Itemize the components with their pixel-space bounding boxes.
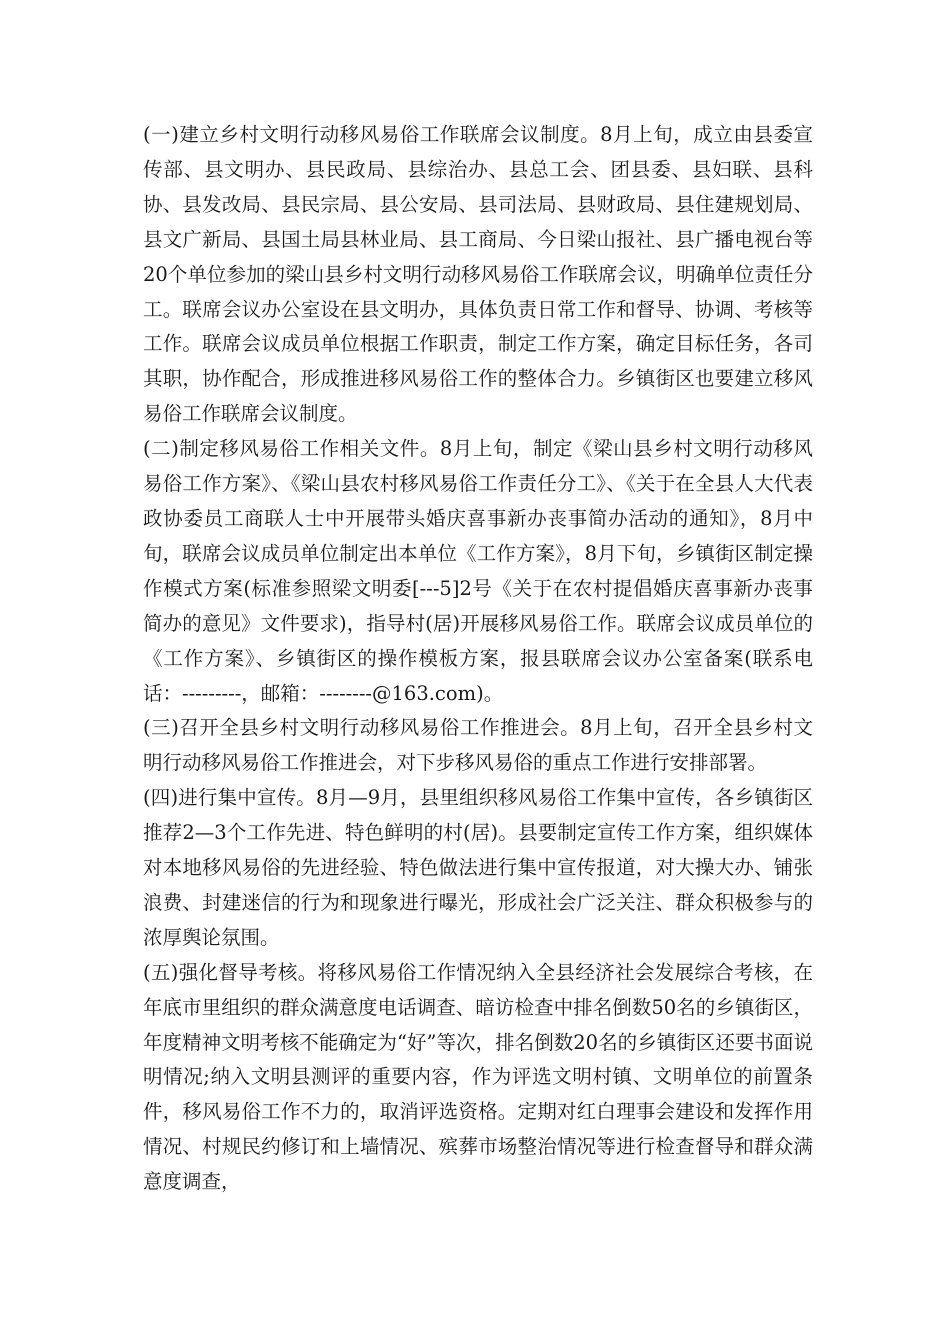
paragraph-3: (三)召开全县乡村文明行动移风易俗工作推进会。8月上旬，召开全县乡村文明行动移风易俗工作推进会，对下步移风易俗的重点工作进行安排部署。 bbox=[143, 716, 813, 775]
paragraph-5: (五)强化督导考核。将移风易俗工作情况纳入全县经济社会发展综合考核，在年底市里组织的群众满意度电话调查、暗访检查中排名倒数50名的乡镇街区，年度精神文明考核不能确定为“好”等次，排名倒数20名的乡镇街区还要书面说明情况;纳入文明县测评的重要内容，作为评选文明村镇、文明单位的前置条件，移风易俗工作不力的，取消评选资格。定期对红白理事会建设和发挥作用情况、村规民约修订和上墙情况、殡葬市场整治情况等进行检查督导和群众满意度调查， bbox=[143, 960, 813, 1194]
paragraph-4: (四)进行集中宣传。8月—9月，县里组织移风易俗工作集中宣传，各乡镇街区推荐2—3个工作先进、特色鲜明的村(居)。县要制定宣传工作方案，组织媒体对本地移风易俗的先进经验、特色做法进行集中宣传报道，对大操大办、铺张浪费、封建迷信的行为和现象进行曝光，形成社会广泛关注、群众积极参与的浓厚舆论氛围。 bbox=[143, 786, 813, 949]
paragraph-2: (二)制定移风易俗工作相关文件。8月上旬，制定《梁山县乡村文明行动移风易俗工作方案》、《梁山县农村移风易俗工作责任分工》、《关于在全县人大代表政协委员工商联人士中开展带头婚庆喜事新办丧事简办活动的通知》，8月中旬，联席会议成员单位制定出本单位《工作方案》，8月下旬，乡镇街区制定操作模式方案(标准参照梁文明委[---5]2号《关于在农村提倡婚庆喜事新办丧事简办的意见》文件要求)，指导村(居)开展移风易俗工作。联席会议成员单位的《工作方案》、乡镇街区的操作模板方案，报县联席会议办公室备案(联系电话：---------，邮箱：--------@163.com)。 bbox=[143, 437, 813, 705]
document-body bbox=[143, 118, 813, 1200]
paragraph-1: (一)建立乡村文明行动移风易俗工作联席会议制度。8月上旬，成立由县委宣传部、县文明办、县民政局、县综治办、县总工会、团县委、县妇联、县科协、县发改局、县民宗局、县公安局、县司法局、县财政局、县住建规划局、县文广新局、县国土局县林业局、县工商局、今日梁山报社、县广播电视台等20个单位参加的梁山县乡村文明行动移风易俗工作联席会议，明确单位责任分工。联席会议办公室设在县文明办，具体负责日常工作和督导、协调、考核等工作。联席会议成员单位根据工作职责，制定工作方案，确定目标任务，各司其职，协作配合，形成推进移风易俗工作的整体合力。乡镇街区也要建立移风易俗工作联席会议制度。 bbox=[143, 123, 813, 426]
